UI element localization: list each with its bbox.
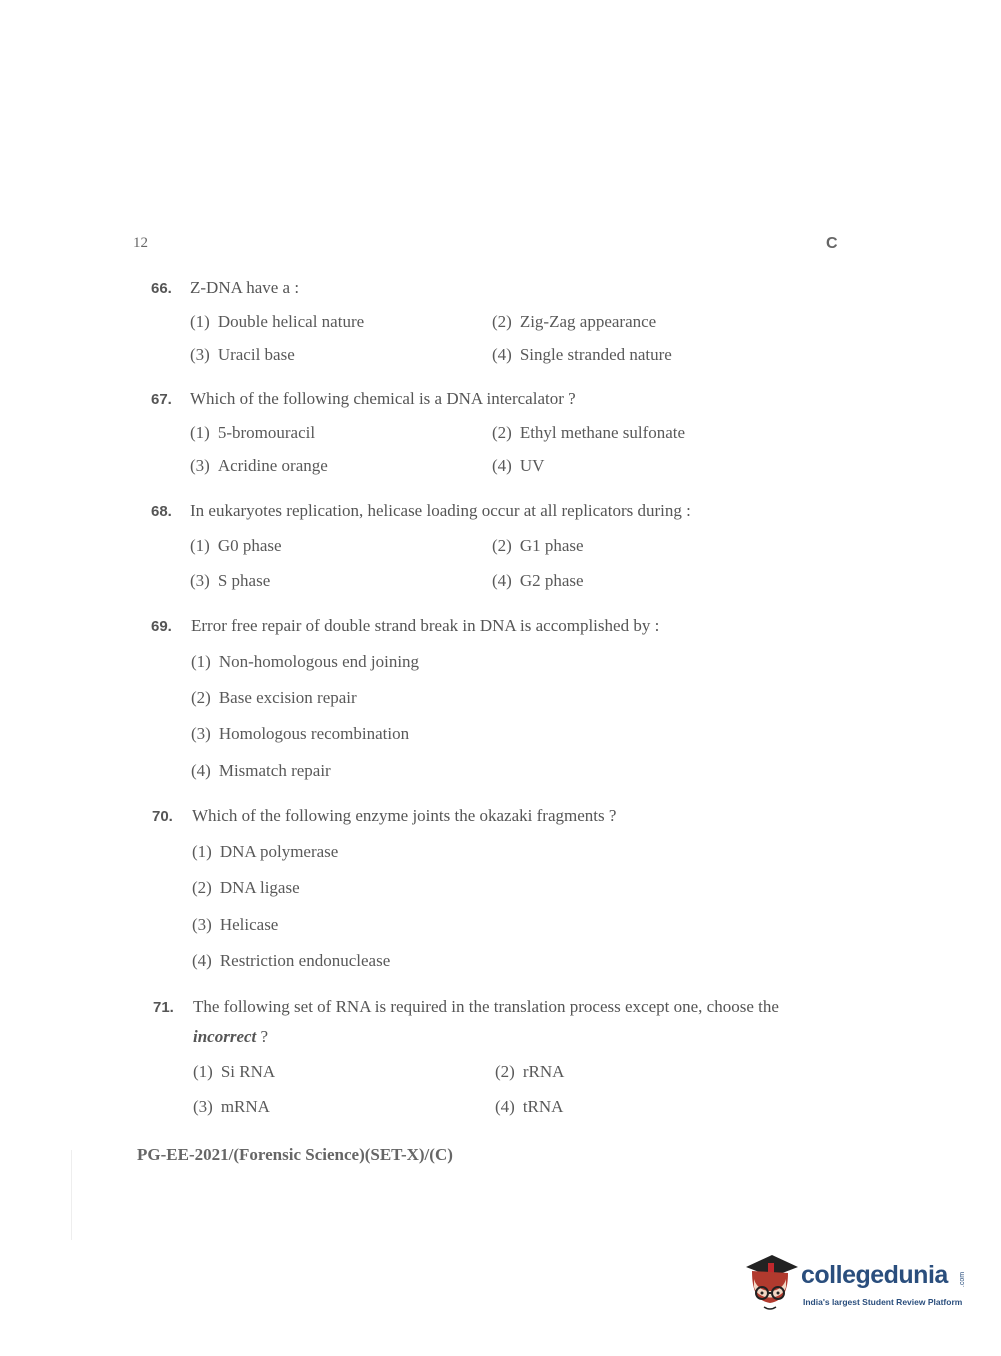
option [492, 456, 544, 476]
option [492, 536, 584, 556]
option [495, 1097, 563, 1117]
set-code: C [826, 235, 838, 252]
option-number: (2) [192, 878, 212, 897]
option-text: Base excision repair [218, 688, 357, 707]
option [193, 1097, 270, 1117]
option-text: Homologous recombination [218, 724, 410, 743]
option-text: Mismatch repair [218, 761, 331, 780]
question-text-line2 [193, 1027, 268, 1047]
option [492, 571, 584, 591]
option-number: (1) [190, 423, 210, 442]
option-number: (2) [492, 536, 512, 555]
option-text: UV [519, 456, 545, 475]
option-text: tRNA [522, 1097, 564, 1116]
option [492, 345, 672, 365]
question-text: Which of the following enzyme joints the okazaki fragments ? [192, 806, 617, 825]
option-number: (2) [191, 688, 211, 707]
option-text: Non-homologous end joining [218, 652, 420, 671]
brand-tagline: India's largest Student Review Platform [803, 1297, 963, 1307]
option [492, 423, 685, 443]
option [190, 312, 364, 332]
footer-code: PG-EE-2021/(Forensic Science)(SET-X)/(C) [137, 1145, 453, 1164]
option-number: (1) [190, 536, 210, 555]
question-number: 67. [151, 391, 172, 408]
option [190, 456, 328, 476]
option-text: Restriction endonuclease [219, 951, 391, 970]
question-number: 70. [152, 808, 173, 825]
option-text: DNA ligase [219, 878, 300, 897]
option-text: Double helical nature [217, 312, 365, 331]
option-text: S phase [217, 571, 271, 590]
scan-edge-line [71, 1150, 72, 1240]
option [191, 652, 419, 672]
question-text: The following set of RNA is required in the translation process except one, choose the [193, 997, 779, 1016]
option-number: (4) [492, 345, 512, 364]
option-number: (3) [190, 345, 210, 364]
option-number: (4) [492, 571, 512, 590]
option-text: Acridine orange [217, 456, 328, 475]
option-number: (1) [191, 652, 211, 671]
option-number: (1) [190, 312, 210, 331]
option-number: (2) [492, 312, 512, 331]
option-text: rRNA [522, 1062, 565, 1081]
option [192, 951, 390, 971]
option-text: Uracil base [217, 345, 295, 364]
option-text: Helicase [219, 915, 279, 934]
question-number: 71. [153, 999, 174, 1016]
option [190, 423, 315, 443]
option-number: (4) [495, 1097, 515, 1116]
question-mark: ? [256, 1027, 269, 1046]
option [191, 761, 331, 781]
question-text: Error free repair of double strand break in DNA is accomplished by : [191, 616, 660, 635]
option [492, 312, 656, 332]
option [192, 842, 338, 862]
option-text: G1 phase [519, 536, 584, 555]
option-text: Si RNA [220, 1062, 276, 1081]
emphasis-word: incorrect [193, 1027, 257, 1046]
option-text: DNA polymerase [219, 842, 339, 861]
option [495, 1062, 564, 1082]
option-number: (3) [190, 456, 210, 475]
question-text: Which of the following chemical is a DNA intercalator ? [190, 389, 576, 408]
option-number: (3) [192, 915, 212, 934]
option-text: 5-bromouracil [217, 423, 316, 442]
brand-suffix: .com [959, 1271, 967, 1288]
option-number: (4) [191, 761, 211, 780]
question-text: Z-DNA have a : [190, 278, 300, 297]
option-number: (1) [192, 842, 212, 861]
option [192, 878, 300, 898]
option-number: (3) [193, 1097, 213, 1116]
collegedunia-watermark [742, 1249, 972, 1319]
question-text: In eukaryotes replication, helicase loading occur at all replicators during : [190, 501, 691, 520]
mascot-icon [742, 1249, 800, 1319]
option-number: (1) [193, 1062, 213, 1081]
option-text: Zig-Zag appearance [519, 312, 657, 331]
question-number: 66. [151, 280, 172, 297]
option-text: Ethyl methane sulfonate [519, 423, 686, 442]
option-number: (3) [190, 571, 210, 590]
option-text: Single stranded nature [519, 345, 672, 364]
option-text: G0 phase [217, 536, 282, 555]
option-number: (4) [492, 456, 512, 475]
option-number: (4) [192, 951, 212, 970]
option [190, 571, 270, 591]
option-number: (2) [495, 1062, 515, 1081]
option-text: G2 phase [519, 571, 584, 590]
page-number: 12 [133, 235, 148, 251]
option [190, 345, 295, 365]
option-text: mRNA [220, 1097, 270, 1116]
option-number: (3) [191, 724, 211, 743]
option [192, 915, 278, 935]
option-number: (2) [492, 423, 512, 442]
option [193, 1062, 275, 1082]
option [191, 724, 409, 744]
question-number: 69. [151, 618, 172, 635]
brand-name: collegedunia [801, 1261, 948, 1289]
option [190, 536, 282, 556]
option [191, 688, 357, 708]
question-number: 68. [151, 503, 172, 520]
